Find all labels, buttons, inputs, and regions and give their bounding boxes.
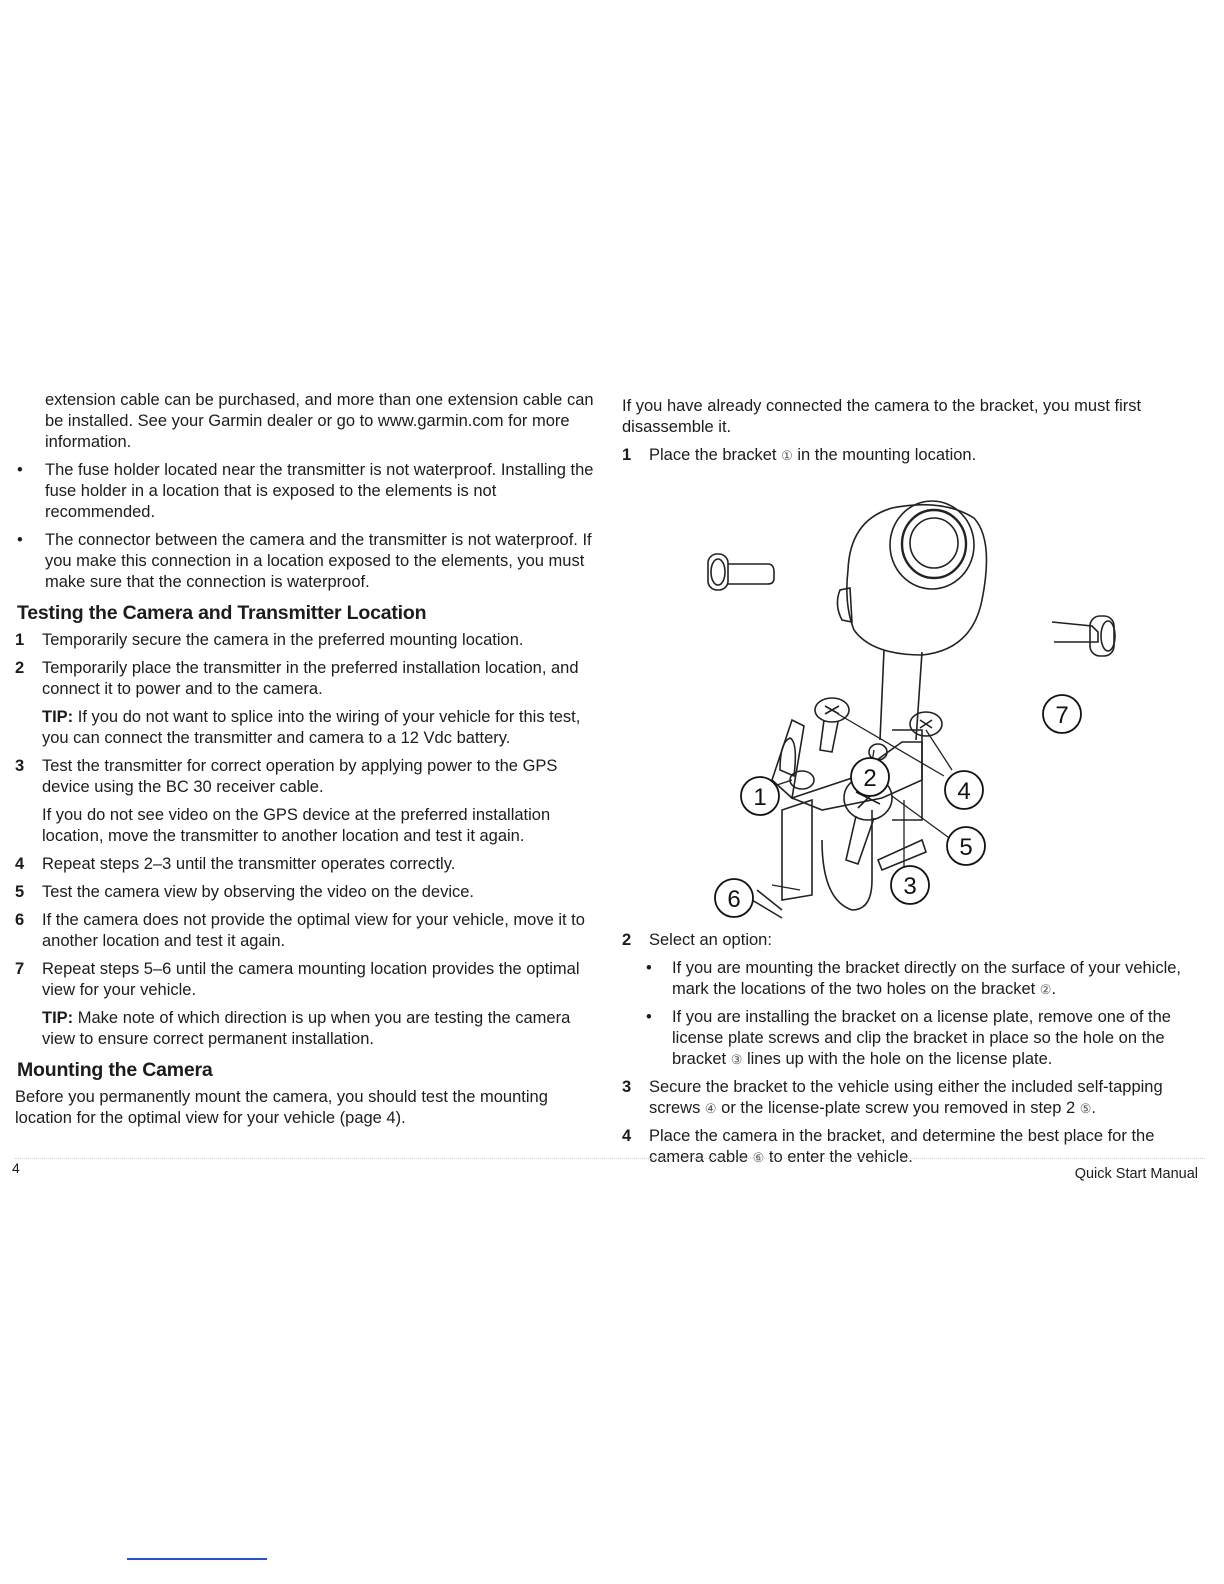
step-number: 2 bbox=[15, 659, 25, 677]
step-4 bbox=[15, 854, 600, 875]
step-number: 1 bbox=[15, 631, 25, 649]
right-column bbox=[622, 396, 1204, 1175]
step-number: 3 bbox=[15, 757, 25, 775]
option-text-post: . bbox=[1051, 980, 1057, 998]
footer-title: Quick Start Manual bbox=[1074, 1166, 1198, 1182]
callout-ref: ① bbox=[781, 448, 793, 463]
tip-label: TIP: bbox=[42, 1009, 74, 1027]
callout-ref: ③ bbox=[730, 1052, 743, 1067]
mounting-intro: Before you permanently mount the camera, you should test the mounting location for the optimal view for your vehicle (page 4). bbox=[15, 1088, 548, 1127]
bullet-symbol: • bbox=[17, 461, 23, 479]
bullet-fuse-holder bbox=[15, 460, 600, 523]
callout-7 bbox=[1043, 695, 1081, 733]
left-column bbox=[15, 390, 600, 1129]
tip-note-direction bbox=[42, 1008, 600, 1050]
page-number: 4 bbox=[12, 1160, 20, 1176]
tip-note-battery bbox=[42, 707, 600, 749]
step-3 bbox=[15, 756, 600, 798]
step-3-note: If you do not see video on the GPS device at the preferred installation location, move the transmitter to another location and test it again. bbox=[42, 806, 551, 845]
step-text-mid: or the license-plate screw you removed in step 2 bbox=[716, 1099, 1080, 1117]
option-text-pre: If you are installing the bracket on a license plate, remove one of the license plate screws and clip the bracket in place so the hole on the bracket bbox=[672, 1008, 1171, 1068]
right-intro: If you have already connected the camera to the bracket, you must first disassemble it. bbox=[622, 397, 1142, 436]
step-number: 3 bbox=[622, 1078, 632, 1096]
bracket-illustration bbox=[622, 480, 1204, 920]
step-number: 1 bbox=[622, 446, 632, 464]
callout-label: 6 bbox=[727, 886, 741, 913]
step-number: 4 bbox=[622, 1127, 632, 1145]
step-text: Repeat steps 5–6 until the camera mounting location provides the optimal view for your vehicle. bbox=[42, 960, 580, 999]
mount-step-3 bbox=[622, 1077, 1204, 1119]
callout-ref: ⑥ bbox=[752, 1150, 765, 1165]
bullet-text: The fuse holder located near the transmitter is not waterproof. Installing the fuse holder in a location that is exposed to the elements is not recommended. bbox=[45, 461, 594, 521]
step-text: Temporarily secure the camera in the preferred mounting location. bbox=[42, 631, 524, 649]
step-2 bbox=[15, 658, 600, 700]
screw-right-drawing bbox=[1052, 616, 1115, 656]
callout-3 bbox=[891, 866, 929, 904]
scan-edge-mark bbox=[127, 1558, 267, 1560]
step-number: 6 bbox=[15, 911, 25, 929]
callout-ref: ② bbox=[1039, 982, 1052, 997]
bullet-symbol: • bbox=[646, 959, 652, 977]
callout-6 bbox=[715, 879, 753, 917]
step-text-post: . bbox=[1091, 1099, 1097, 1117]
screw-left-drawing bbox=[708, 554, 774, 590]
step-7 bbox=[15, 959, 600, 1001]
section-heading-testing: Testing the Camera and Transmitter Location bbox=[17, 602, 427, 624]
callout-label: 3 bbox=[903, 873, 917, 900]
callout-ref: ⑤ bbox=[1079, 1101, 1092, 1116]
step-text-pre: Place the camera in the bracket, and determine the best place for the camera cable bbox=[649, 1127, 1155, 1166]
step-text: Test the transmitter for correct operation by applying power to the GPS device using the BC 30 receiver cable. bbox=[42, 757, 558, 796]
option-text-post: lines up with the hole on the license plate. bbox=[742, 1050, 1053, 1068]
step-6 bbox=[15, 910, 600, 952]
callout-4 bbox=[945, 771, 983, 809]
mount-step-4 bbox=[622, 1126, 1204, 1168]
option-text-pre: If you are mounting the bracket directly on the surface of your vehicle, mark the locations of the two holes on the bracket bbox=[672, 959, 1182, 998]
step-number: 5 bbox=[15, 883, 25, 901]
step-text-post: in the mounting location. bbox=[792, 446, 977, 464]
tip-text: Make note of which direction is up when you are testing the camera view to ensure correct permanent installation. bbox=[42, 1009, 571, 1048]
step-text: If the camera does not provide the optimal view for your vehicle, move it to another location and test it again. bbox=[42, 911, 585, 950]
callout-label: 4 bbox=[957, 778, 971, 805]
step-text: Select an option: bbox=[649, 931, 772, 949]
step-1 bbox=[15, 630, 600, 651]
tip-text: If you do not want to splice into the wiring of your vehicle for this test, you can connect the transmitter and camera to a 12 Vdc battery. bbox=[42, 708, 581, 747]
step-5 bbox=[15, 882, 600, 903]
step-text-pre: Place the bracket bbox=[649, 446, 782, 464]
tip-label: TIP: bbox=[42, 708, 74, 726]
step-text-pre: Secure the bracket to the vehicle using either the included self-tapping screws bbox=[649, 1078, 1163, 1117]
intro-continuation: extension cable can be purchased, and more than one extension cable can be installed. See your Garmin dealer or go to www.garmin.com for more information. bbox=[45, 391, 594, 451]
bullet-symbol: • bbox=[17, 531, 23, 549]
step-number: 2 bbox=[622, 931, 632, 949]
callout-5 bbox=[947, 827, 985, 865]
option-license-plate bbox=[622, 1007, 1204, 1070]
step-text: Test the camera view by observing the video on the device. bbox=[42, 883, 474, 901]
callout-label: 5 bbox=[959, 834, 973, 861]
step-text-post: to enter the vehicle. bbox=[764, 1148, 913, 1166]
callout-label: 2 bbox=[863, 765, 877, 792]
step-number: 4 bbox=[15, 855, 25, 873]
callout-2 bbox=[851, 758, 889, 796]
step-text: Repeat steps 2–3 until the transmitter operates correctly. bbox=[42, 855, 456, 873]
callout-label: 1 bbox=[753, 784, 767, 811]
section-heading-mounting: Mounting the Camera bbox=[17, 1059, 213, 1081]
callout-ref: ④ bbox=[704, 1101, 717, 1116]
step-number: 7 bbox=[15, 960, 25, 978]
mount-step-2 bbox=[622, 930, 1204, 951]
callout-label: 7 bbox=[1055, 702, 1069, 729]
camera-drawing bbox=[837, 501, 986, 740]
footer-divider bbox=[15, 1158, 1205, 1159]
bullet-symbol: • bbox=[646, 1008, 652, 1026]
callout-1 bbox=[741, 777, 779, 815]
bullet-connector bbox=[15, 530, 600, 593]
bullet-text: The connector between the camera and the transmitter is not waterproof. If you make this connection in a location exposed to the elements, you must make sure that the connection is waterproof. bbox=[45, 531, 592, 591]
step-text: Temporarily place the transmitter in the preferred installation location, and connect it to power and to the camera. bbox=[42, 659, 579, 698]
mount-step-1 bbox=[622, 445, 1204, 466]
callouts bbox=[715, 695, 1081, 917]
option-surface bbox=[622, 958, 1204, 1000]
camera-bracket-diagram bbox=[622, 480, 1204, 920]
